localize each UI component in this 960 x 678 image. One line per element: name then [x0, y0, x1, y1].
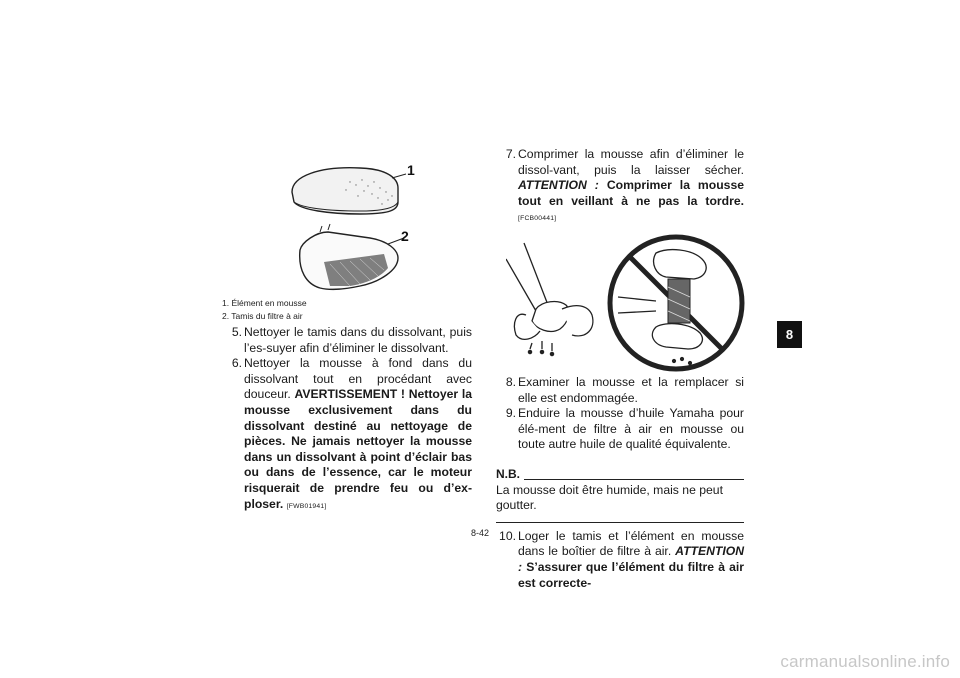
warning-text: Nettoyer la mousse exclusivement dans du dissolvant destiné au nettoyage de pièces. Ne jamais nettoyer la mousse dans un dissolvant à point d’éclair bas ou dans de l’essence, car le moteur risquerait de prendre feu ou d’ex-ploser.	[244, 387, 473, 511]
step-8	[496, 375, 744, 406]
correct-squeeze-icon	[506, 243, 593, 356]
step-6-number: 6.	[231, 356, 242, 371]
step-10-attention-text: S’assurer que l’élément du filtre à air est correcte-	[518, 559, 745, 590]
figure-captions	[222, 297, 472, 323]
step-10-text: Loger le tamis et l’élément en mousse dans le boîtier de filtre à air.	[518, 528, 744, 559]
attention-text: Comprimer la mousse tout en veillant à ne pas la tordre.	[518, 178, 744, 208]
step-8-number: 8.	[505, 374, 516, 389]
step-6	[222, 356, 472, 514]
warning-label: AVERTISSEMENT !	[294, 387, 405, 402]
nb-label: N.B.	[496, 466, 520, 481]
step-10-attention-label: ATTENTION :	[518, 544, 744, 574]
step-5	[222, 325, 472, 356]
step-8-text: Examiner la mousse et la remplacer si elle est endommagée.	[518, 374, 744, 405]
right-column	[496, 147, 744, 591]
step-7-body	[518, 147, 744, 227]
caption-filter-screen: 2. Tamis du filtre à air	[222, 311, 303, 321]
attention-label: ATTENTION :	[518, 178, 599, 193]
step-5-number: 5.	[231, 325, 242, 339]
step-10	[496, 529, 744, 591]
air-filter-illustration	[280, 158, 480, 298]
step-7	[496, 147, 744, 227]
step-10-number: 10.	[499, 528, 516, 543]
step-6-text: Nettoyer la mousse à fond dans du dissolvant tout en procédant avec douceur.	[244, 356, 472, 402]
page-number: 8-42	[471, 528, 490, 538]
nb-text: La mousse doit être humide, mais ne peut goutter.	[496, 482, 723, 513]
nb-rule-bottom	[496, 522, 744, 523]
callout-2: 2	[401, 228, 409, 244]
callout-1: 1	[407, 162, 415, 178]
step-5-text: Nettoyer le tamis dans du dissolvant, puis l’es-suyer afin d’éliminer le dissolvant.	[244, 325, 472, 355]
nb-rule-top	[524, 479, 744, 480]
prohibited-twist-icon	[610, 237, 742, 369]
squeeze-drawing	[506, 231, 746, 375]
step-9-number: 9.	[505, 406, 516, 421]
step-6-body	[244, 356, 472, 514]
step-7-number: 7.	[505, 147, 516, 161]
nb-heading	[496, 467, 744, 483]
step-10-body	[518, 529, 744, 591]
step-9-text: Enduire la mousse d’huile Yamaha pour élé-ment de filtre à air en mousse ou toute autre huile de qualité équivalente.	[518, 406, 744, 452]
chapter-tab: 8	[777, 321, 802, 348]
attention-code: [FCB00441]	[518, 215, 557, 223]
left-column	[222, 325, 472, 514]
air-filter-figure	[280, 158, 480, 298]
squeeze-illustration	[506, 231, 744, 375]
watermark: carmanualsonline.info	[780, 652, 950, 671]
caption-foam-element: 1. Élément en mousse	[222, 298, 307, 308]
warning-code: [FWB01941]	[286, 502, 327, 510]
step-7-text: Comprimer la mousse afin d’éliminer le dissol-vant, puis la laisser sécher.	[518, 147, 744, 177]
step-9	[496, 406, 744, 453]
